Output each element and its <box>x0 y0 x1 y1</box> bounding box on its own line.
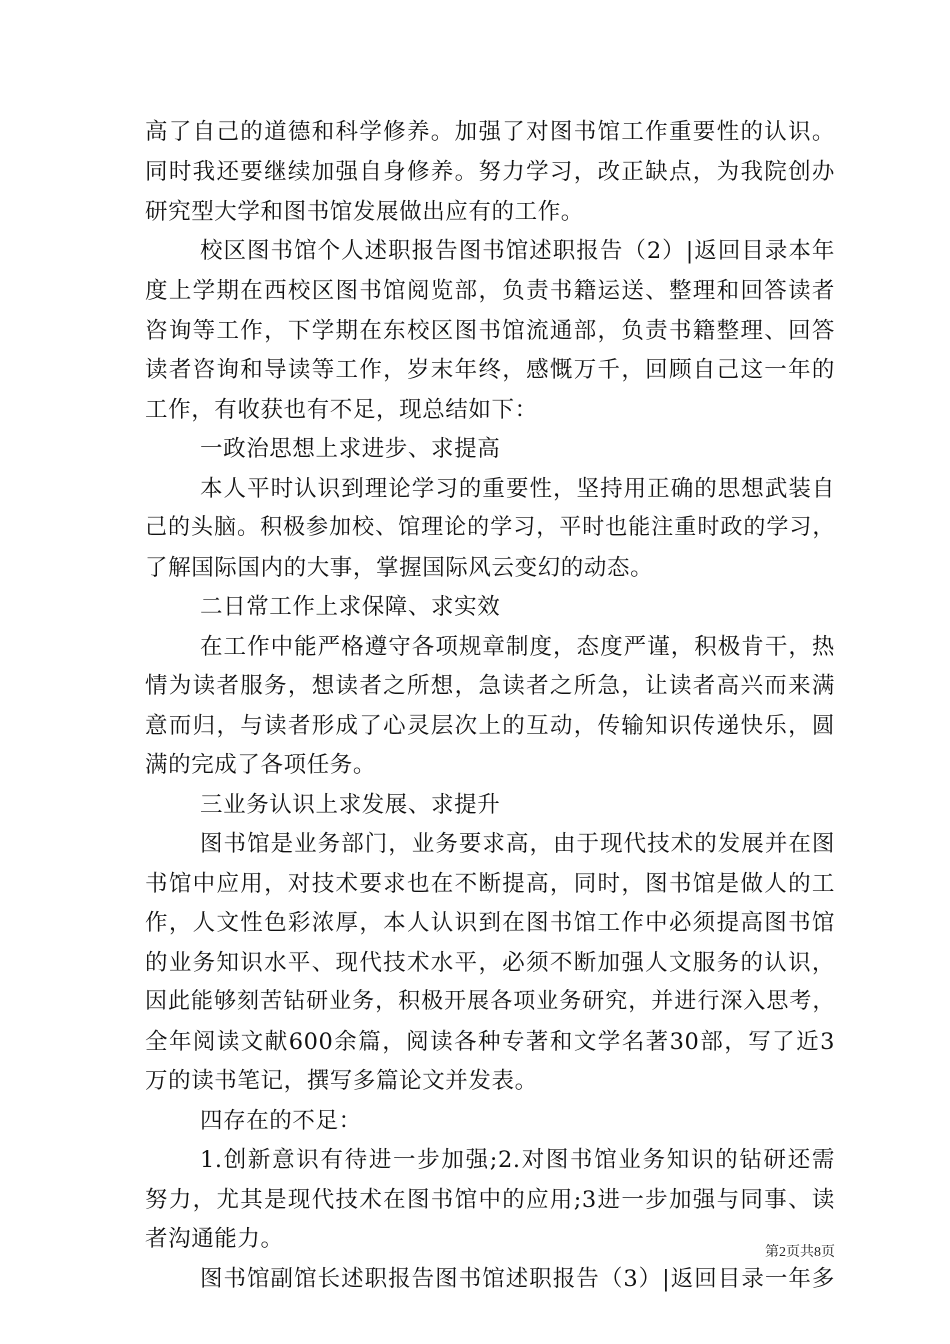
subheading-line: 四存在的不足： <box>200 1108 362 1134</box>
paragraph-line: 在工作中能严格遵守各项规章制度，态度严谨，积极肯干，热 <box>200 634 835 660</box>
paragraph-line: 因此能够刻苦钻研业务，积极开展各项业务研究，并进行深入思考， <box>145 989 835 1014</box>
section-heading-line: 图书馆副馆长述职报告图书馆述职报告（3）|返回目录一年多 <box>200 1266 835 1292</box>
paragraph-line: 的业务知识水平、现代技术水平，必须不断加强人文服务的认识， <box>145 950 835 976</box>
paragraph-line: 书馆中应用，对技术要求也在不断提高，同时，图书馆是做人的工 <box>145 871 835 897</box>
subheading-line: 一政治思想上求进步、求提高 <box>200 436 501 462</box>
paragraph-line: 努力，尤其是现代技术在图书馆中的应用;3进一步加强与同事、读 <box>145 1187 835 1213</box>
paragraph-line: 意而归，与读者形成了心灵层次上的互动，传输知识传递快乐，圆 <box>145 713 835 739</box>
paragraph-line: 度上学期在西校区图书馆阅览部，负责书籍运送、整理和回答读者 <box>145 278 835 304</box>
subheading-line: 二日常工作上求保障、求实效 <box>200 594 501 620</box>
paragraph-line: 图书馆是业务部门，业务要求高，由于现代技术的发展并在图 <box>200 831 835 857</box>
paragraph-line: 万的读书笔记，撰写多篇论文并发表。 <box>145 1068 538 1094</box>
paragraph-line: 己的头脑。积极参加校、馆理论的学习，平时也能注重时政的学习， <box>145 515 835 540</box>
paragraph-line: 满的完成了各项任务。 <box>145 752 377 778</box>
paragraph-line: 同时我还要继续加强自身修养。努力学习，改正缺点，为我院创办 <box>145 159 835 185</box>
paragraph-line: 全年阅读文献600余篇，阅读各种专著和文学名著30部，写了近3 <box>145 1029 835 1055</box>
paragraph-line: 者沟通能力。 <box>145 1226 284 1252</box>
page-number-footer: 第2页共8页 <box>765 1245 835 1260</box>
paragraph-line: 研究型大学和图书馆发展做出应有的工作。 <box>145 199 584 225</box>
paragraph-line: 了解国际国内的大事，掌握国际风云变幻的动态。 <box>145 555 654 581</box>
paragraph-line: 情为读者服务，想读者之所想，急读者之所急，让读者高兴而来满 <box>145 673 835 699</box>
subheading-line: 三业务认识上求发展、求提升 <box>200 792 501 818</box>
section-heading-line: 校区图书馆个人述职报告图书馆述职报告（2）|返回目录本年 <box>200 238 835 264</box>
paragraph-line: 作，人文性色彩浓厚，本人认识到在图书馆工作中必须提高图书馆 <box>145 910 835 936</box>
paragraph-line: 工作，有收获也有不足，现总结如下： <box>145 397 538 423</box>
paragraph-line: 咨询等工作，下学期在东校区图书馆流通部，负责书籍整理、回答 <box>145 318 835 344</box>
paragraph-line: 高了自己的道德和科学修养。加强了对图书馆工作重要性的认识。 <box>145 119 835 145</box>
paragraph-line: 1.创新意识有待进一步加强;2.对图书馆业务知识的钻研还需 <box>200 1147 835 1173</box>
paragraph-line: 本人平时认识到理论学习的重要性，坚持用正确的思想武装自 <box>200 476 835 502</box>
paragraph-line: 读者咨询和导读等工作，岁末年终，感慨万千，回顾自己这一年的 <box>145 357 835 383</box>
